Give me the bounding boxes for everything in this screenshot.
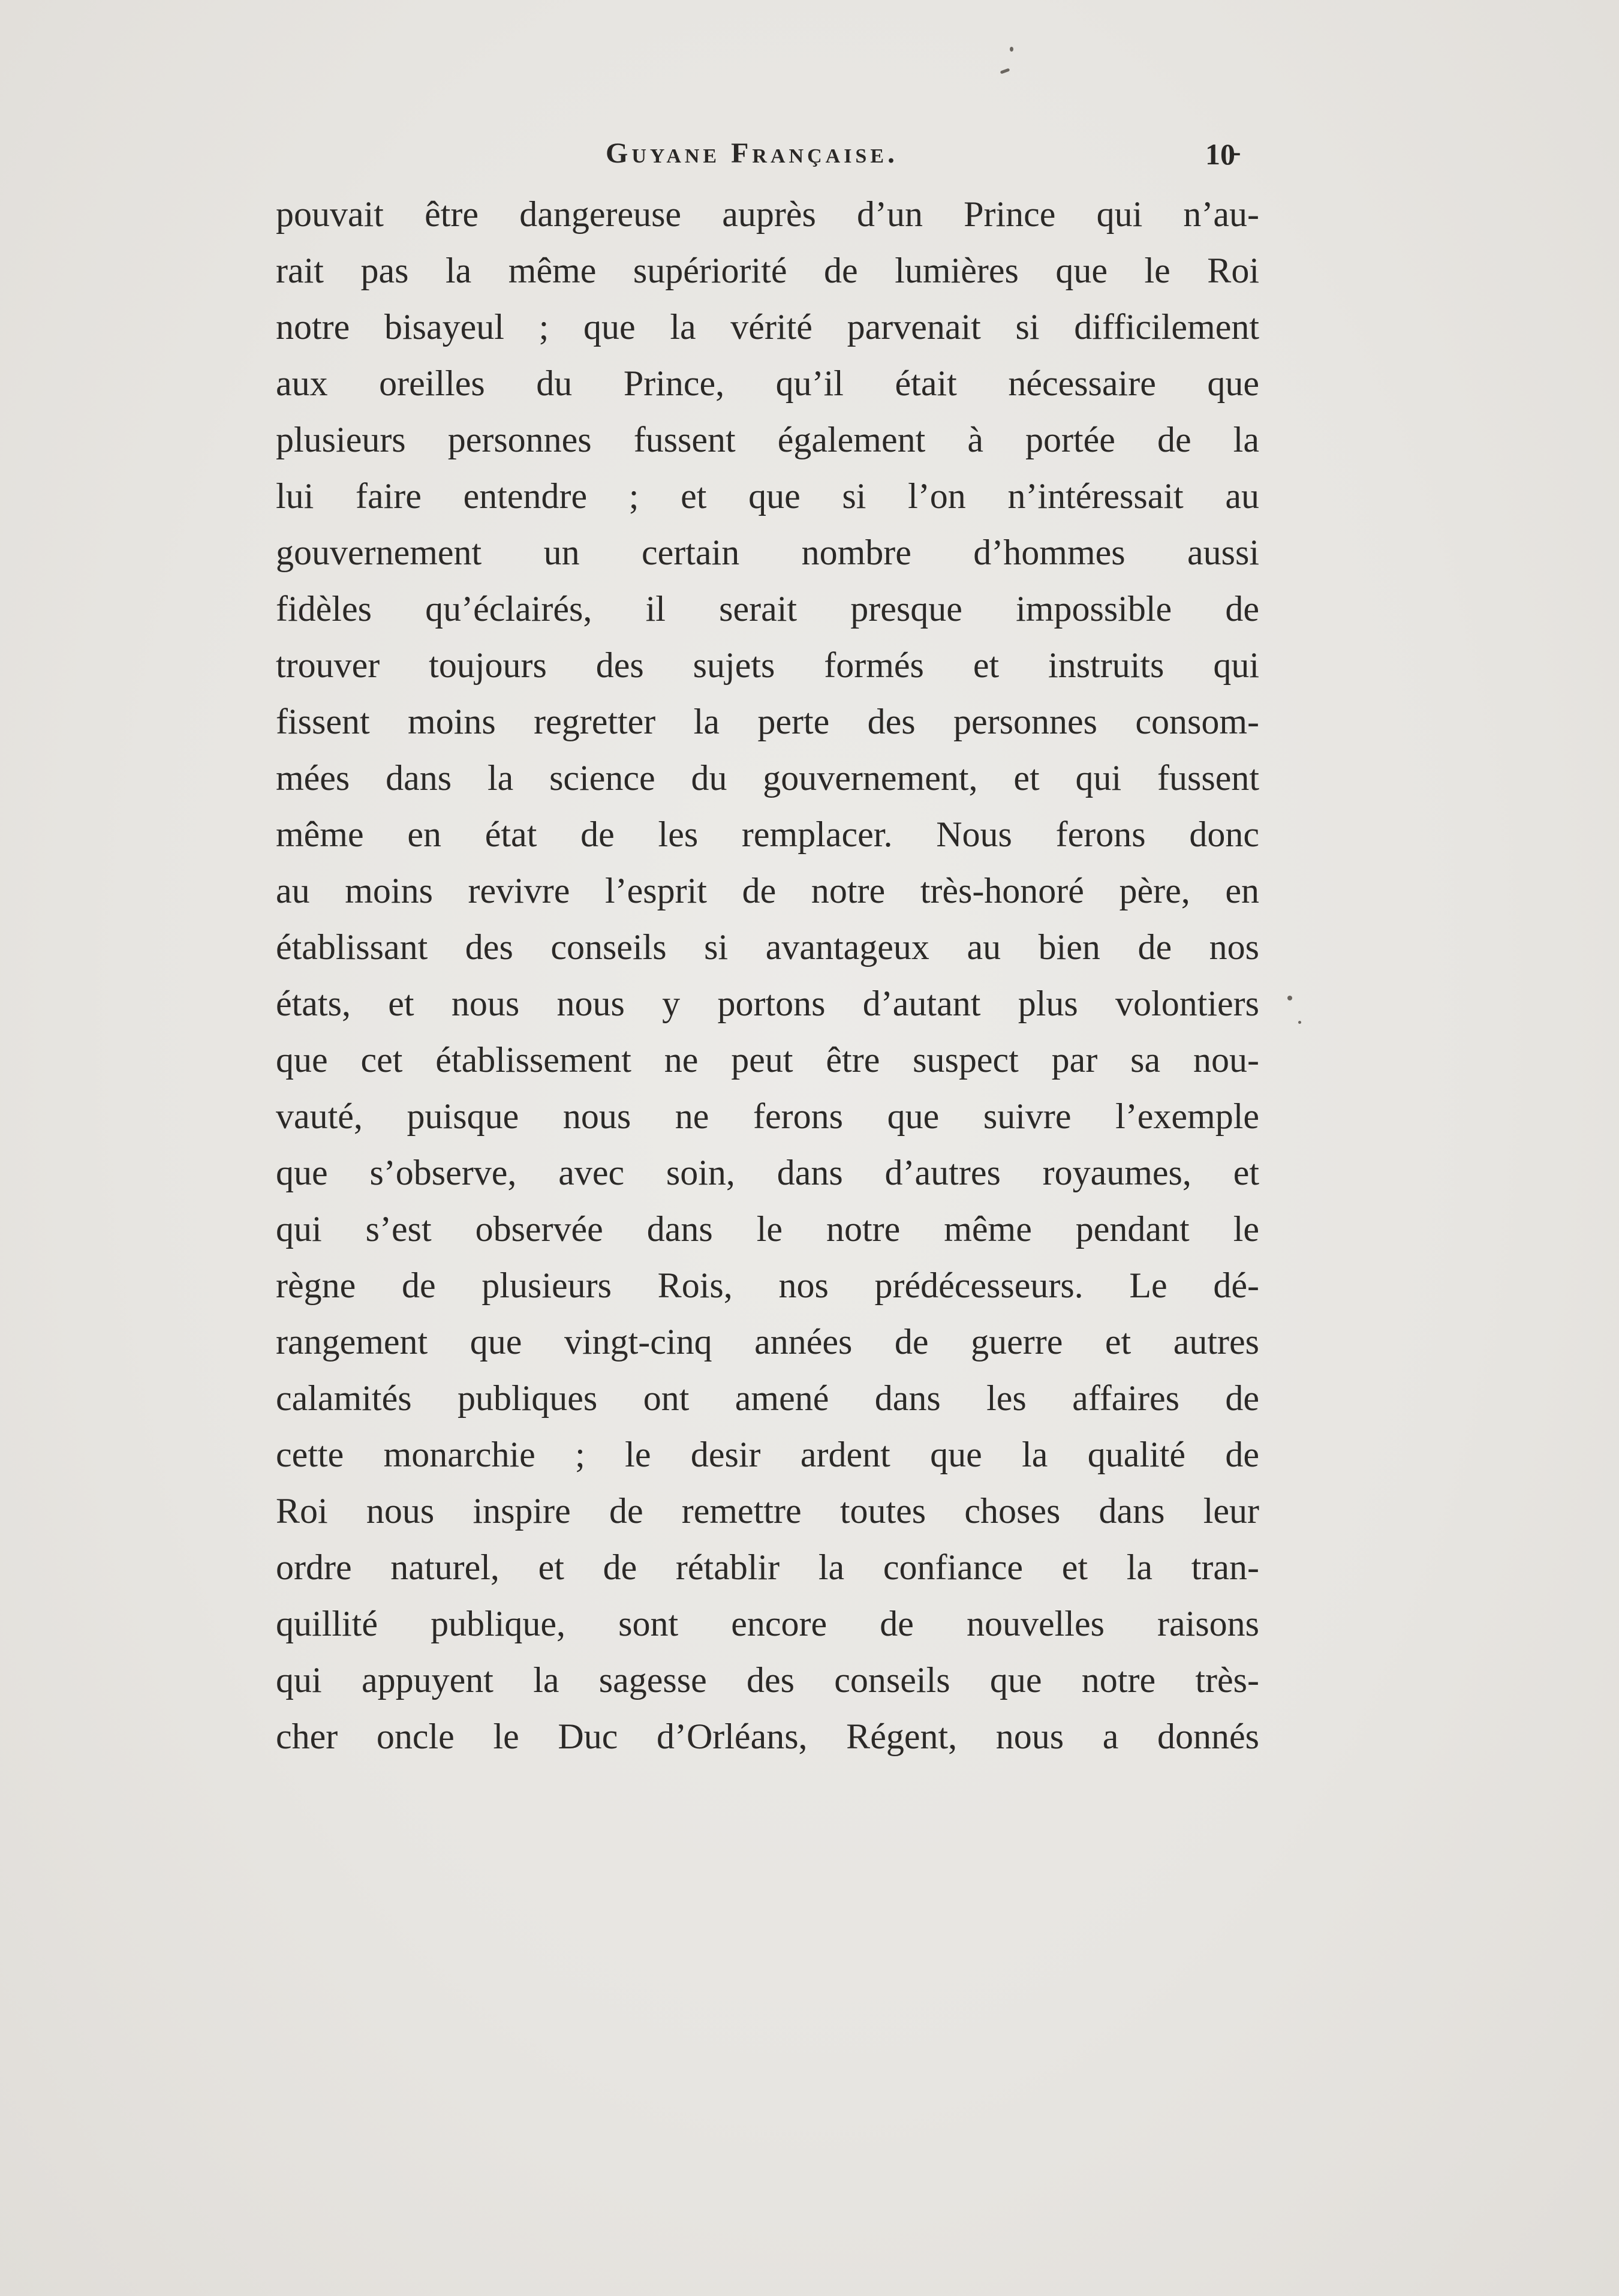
text-line: mées dans la science du gouvernement, et qui fussent [276,758,1259,798]
text-line: que s’observe, avec soin, dans d’autres royaumes, et [276,1153,1259,1192]
running-head: Guyane Française. [606,137,899,169]
ink-speck [1287,996,1292,1000]
ink-speck [1298,1021,1301,1024]
text-line: Roi nous inspire de remettre toutes choses dans leur [276,1491,1259,1531]
ink-speck [1010,47,1013,52]
text-line: qui s’est observée dans le notre même pendant le [276,1209,1259,1249]
text-line: lui faire entendre ; et que si l’on n’intéressait au [276,476,1259,516]
text-line: états, et nous nous y portons d’autant plus volontiers [276,984,1259,1023]
text-line: que cet établissement ne peut être suspect par sa nou- [276,1040,1259,1080]
text-line: cher oncle le Duc d’Orléans, Régent, nous a donnés [276,1717,1259,1756]
text-line: fidèles qu’éclairés, il serait presque impossible de [276,589,1259,629]
text-line: pouvait être dangereuse auprès d’un Prince qui n’au- [276,194,1259,234]
text-line: trouver toujours des sujets formés et instruits qui [276,645,1259,685]
text-line: plusieurs personnes fussent également à portée de la [276,420,1259,459]
text-line: règne de plusieurs Rois, nos prédécesseurs. Le dé- [276,1266,1259,1305]
text-line: rangement que vingt-cinq années de guerre et autres [276,1322,1259,1362]
page-number: 10̵̵ [1205,137,1235,171]
text-line: établissant des conseils si avantageux au bien de nos [276,927,1259,967]
text-line: calamités publiques ont amené dans les affaires de [276,1378,1259,1418]
text-line: rait pas la même supériorité de lumières que le Roi [276,251,1259,290]
text-line: vauté, puisque nous ne ferons que suivre l’exemple [276,1096,1259,1136]
text-line: quillité publique, sont encore de nouvelles raisons [276,1604,1259,1643]
text-line: ordre naturel, et de rétablir la confiance et la tran- [276,1547,1259,1587]
ink-speck [1000,68,1010,74]
text-line: notre bisayeul ; que la vérité parvenait si difficilement [276,307,1259,347]
text-line: au moins revivre l’esprit de notre très-honoré père, en [276,871,1259,910]
body-text [276,186,1259,1765]
text-line: gouvernement un certain nombre d’hommes aussi [276,533,1259,572]
text-line: qui appuyent la sagesse des conseils que notre très- [276,1660,1259,1700]
text-line: même en état de les remplacer. Nous ferons donc [276,815,1259,854]
text-line: fissent moins regretter la perte des personnes consom- [276,702,1259,741]
text-line: cette monarchie ; le desir ardent que la qualité de [276,1435,1259,1474]
text-line: aux oreilles du Prince, qu’il était nécessaire que [276,363,1259,403]
